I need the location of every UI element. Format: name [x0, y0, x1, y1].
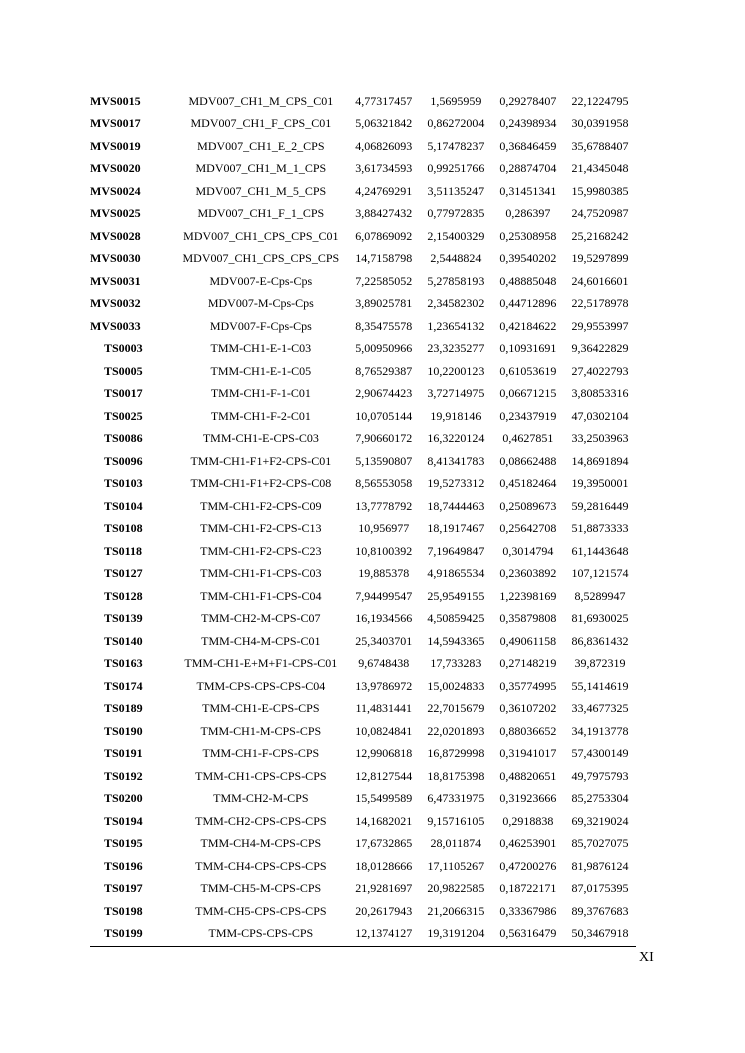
table-row: [90, 405, 636, 428]
sample-name-cell: TMM-CH2-M-CPS: [213, 791, 309, 806]
sample-id-cell: TS0005: [104, 363, 143, 378]
value-cell-4: 30,0391958: [571, 116, 629, 131]
value-cell-2: 16,3220124: [427, 431, 485, 446]
value-cell-4: 15,9980385: [571, 183, 629, 198]
sample-name-cell: TMM-CH2-M-CPS-C07: [201, 611, 321, 626]
value-cell-3: 0,27148219: [499, 656, 557, 671]
value-cell-4: 34,1913778: [571, 723, 629, 738]
value-cell-1: 3,88427432: [355, 206, 413, 221]
value-cell-4: 81,9876124: [571, 858, 629, 873]
sample-id-cell: TS0103: [104, 476, 143, 491]
value-cell-4: 35,6788407: [571, 138, 629, 153]
value-cell-2: 0,77972835: [427, 206, 485, 221]
table-row: [90, 270, 636, 293]
value-cell-3: 0,48885048: [499, 273, 557, 288]
value-cell-3: 0,33367986: [499, 903, 557, 918]
value-cell-2: 18,1917467: [427, 521, 485, 536]
value-cell-1: 21,9281697: [355, 881, 413, 896]
value-cell-3: 0,46253901: [499, 836, 557, 851]
table-row: [90, 855, 636, 878]
sample-id-cell: MVS0020: [90, 161, 141, 176]
value-cell-4: 59,2816449: [571, 498, 629, 513]
value-cell-3: 0,29278407: [499, 93, 557, 108]
value-cell-2: 18,8175398: [427, 768, 485, 783]
value-cell-3: 0,4627851: [502, 431, 554, 446]
value-cell-3: 0,24398934: [499, 116, 557, 131]
value-cell-1: 7,90660172: [355, 431, 413, 446]
value-cell-2: 23,3235277: [427, 341, 485, 356]
value-cell-2: 10,2200123: [427, 363, 485, 378]
sample-name-cell: MDV007-M-Cps-Cps: [207, 296, 314, 311]
value-cell-3: 0,35774995: [499, 678, 557, 693]
sample-name-cell: TMM-CH1-CPS-CPS-CPS: [195, 768, 327, 783]
sample-id-cell: MVS0017: [90, 116, 141, 131]
sample-id-cell: TS0200: [104, 791, 143, 806]
value-cell-4: 33,4677325: [571, 701, 629, 716]
table-row: [90, 788, 636, 811]
value-cell-1: 13,9786972: [355, 678, 413, 693]
value-cell-3: 0,31923666: [499, 791, 557, 806]
sample-id-cell: TS0194: [104, 813, 143, 828]
sample-id-cell: TS0127: [104, 566, 143, 581]
sample-id-cell: MVS0015: [90, 93, 141, 108]
value-cell-3: 0,08662488: [499, 453, 557, 468]
sample-name-cell: TMM-CH1-F1-CPS-C03: [200, 566, 322, 581]
table-row: [90, 113, 636, 136]
table-row: [90, 878, 636, 901]
value-cell-2: 16,8729998: [427, 746, 485, 761]
value-cell-2: 4,50859425: [427, 611, 485, 626]
value-cell-4: 8,5289947: [574, 588, 626, 603]
sample-id-cell: TS0196: [104, 858, 143, 873]
table-row: [90, 428, 636, 451]
sample-name-cell: TMM-CH1-E-1-C05: [210, 363, 312, 378]
sample-id-cell: TS0199: [104, 926, 143, 941]
value-cell-2: 14,5943365: [427, 633, 485, 648]
value-cell-2: 5,17478237: [427, 138, 485, 153]
value-cell-1: 7,22585052: [355, 273, 413, 288]
sample-id-cell: TS0128: [104, 588, 143, 603]
value-cell-2: 20,9822585: [427, 881, 485, 896]
value-cell-1: 7,94499547: [355, 588, 413, 603]
sample-id-cell: TS0195: [104, 836, 143, 851]
value-cell-3: 0,45182464: [499, 476, 557, 491]
value-cell-1: 8,76529387: [355, 363, 413, 378]
sample-id-cell: MVS0019: [90, 138, 141, 153]
sample-id-cell: MVS0024: [90, 183, 141, 198]
value-cell-1: 3,61734593: [355, 161, 413, 176]
value-cell-2: 19,5273312: [427, 476, 485, 491]
page-number: XI: [639, 950, 654, 965]
value-cell-3: 0,25308958: [499, 228, 557, 243]
table-row: [90, 315, 636, 338]
value-cell-1: 8,35475578: [355, 318, 413, 333]
value-cell-3: 0,48820651: [499, 768, 557, 783]
table-row: [90, 833, 636, 856]
sample-name-cell: TMM-CH1-E-1-C03: [210, 341, 312, 356]
value-cell-1: 18,0128666: [355, 858, 413, 873]
sample-name-cell: TMM-CH4-M-CPS-C01: [201, 633, 321, 648]
table-row: [90, 653, 636, 676]
value-cell-4: 69,3219024: [571, 813, 629, 828]
sample-id-cell: MVS0031: [90, 273, 141, 288]
table-row: [90, 900, 636, 923]
value-cell-3: 0,25642708: [499, 521, 557, 536]
sample-name-cell: TMM-CH1-E-CPS-C03: [202, 431, 319, 446]
value-cell-3: 0,35879808: [499, 611, 557, 626]
value-cell-3: 0,18722171: [499, 881, 557, 896]
table-row: [90, 675, 636, 698]
value-cell-1: 12,9906818: [355, 746, 413, 761]
value-cell-2: 0,99251766: [427, 161, 485, 176]
sample-name-cell: TMM-CH5-CPS-CPS-CPS: [195, 903, 327, 918]
table-row: [90, 90, 636, 113]
value-cell-2: 3,51135247: [427, 183, 485, 198]
sample-name-cell: MDV007_CH1_M_1_CPS: [195, 161, 327, 176]
sample-name-cell: MDV007_CH1_CPS_CPS_C01: [183, 228, 339, 243]
value-cell-4: 22,1224795: [571, 93, 629, 108]
value-cell-4: 33,2503963: [571, 431, 629, 446]
value-cell-2: 0,86272004: [427, 116, 485, 131]
value-cell-3: 0,39540202: [499, 251, 557, 266]
value-cell-2: 7,19649847: [427, 543, 485, 558]
table-bottom-rule: [90, 946, 636, 947]
value-cell-3: 0,88036652: [499, 723, 557, 738]
value-cell-4: 27,4022793: [571, 363, 629, 378]
sample-name-cell: TMM-CH4-CPS-CPS-CPS: [195, 858, 327, 873]
sample-name-cell: TMM-CH1-F-CPS-CPS: [202, 746, 320, 761]
value-cell-4: 3,80853316: [571, 386, 629, 401]
value-cell-4: 21,4345048: [571, 161, 629, 176]
sample-name-cell: TMM-CH1-E-CPS-CPS: [202, 701, 320, 716]
value-cell-3: 0,28874704: [499, 161, 557, 176]
value-cell-2: 1,23654132: [427, 318, 485, 333]
table-row: [90, 698, 636, 721]
value-cell-4: 86,8361432: [571, 633, 629, 648]
sample-name-cell: MDV007_CH1_M_CPS_C01: [188, 93, 334, 108]
value-cell-3: 0,31941017: [499, 746, 557, 761]
table-row: [90, 495, 636, 518]
value-cell-2: 17,1105267: [427, 858, 485, 873]
value-cell-1: 6,07869092: [355, 228, 413, 243]
sample-name-cell: MDV007-E-Cps-Cps: [209, 273, 313, 288]
sample-name-cell: MDV007_CH1_CPS_CPS_CPS: [182, 251, 340, 266]
value-cell-2: 15,0024833: [427, 678, 485, 693]
table-row: [90, 450, 636, 473]
table-body: [90, 90, 636, 945]
sample-id-cell: MVS0030: [90, 251, 141, 266]
value-cell-2: 19,3191204: [427, 926, 485, 941]
value-cell-1: 10,956977: [358, 521, 410, 536]
value-cell-4: 24,7520987: [571, 206, 629, 221]
value-cell-4: 19,5297899: [571, 251, 629, 266]
value-cell-4: 57,4300149: [571, 746, 629, 761]
value-cell-1: 20,2617943: [355, 903, 413, 918]
sample-id-cell: TS0190: [104, 723, 143, 738]
value-cell-4: 61,1443648: [571, 543, 629, 558]
sample-name-cell: TMM-CH1-F1+F2-CPS-C08: [190, 476, 332, 491]
sample-id-cell: MVS0025: [90, 206, 141, 221]
table-row: [90, 383, 636, 406]
sample-id-cell: TS0025: [104, 408, 143, 423]
value-cell-2: 2,34582302: [427, 296, 485, 311]
value-cell-4: 51,8873333: [571, 521, 629, 536]
value-cell-1: 10,8100392: [355, 543, 413, 558]
sample-id-cell: TS0163: [104, 656, 143, 671]
sample-id-cell: TS0197: [104, 881, 143, 896]
value-cell-2: 2,5448824: [430, 251, 482, 266]
value-cell-1: 14,7158798: [355, 251, 413, 266]
value-cell-1: 11,4831441: [355, 701, 413, 716]
value-cell-4: 107,121574: [571, 566, 629, 581]
sample-name-cell: MDV007_CH1_F_CPS_C01: [190, 116, 332, 131]
value-cell-2: 22,0201893: [427, 723, 485, 738]
table-row: [90, 158, 636, 181]
value-cell-1: 12,8127544: [355, 768, 413, 783]
value-cell-1: 4,24769291: [355, 183, 413, 198]
sample-id-cell: TS0139: [104, 611, 143, 626]
value-cell-3: 0,61053619: [499, 363, 557, 378]
value-cell-4: 19,3950001: [571, 476, 629, 491]
value-cell-1: 4,77317457: [355, 93, 413, 108]
table-row: [90, 203, 636, 226]
value-cell-4: 89,3767683: [571, 903, 629, 918]
value-cell-4: 29,9553997: [571, 318, 629, 333]
value-cell-3: 0,56316479: [499, 926, 557, 941]
value-cell-2: 5,27858193: [427, 273, 485, 288]
value-cell-1: 10,0705144: [355, 408, 413, 423]
table-row: [90, 180, 636, 203]
table-row: [90, 225, 636, 248]
value-cell-2: 19,918146: [430, 408, 482, 423]
table-row: [90, 338, 636, 361]
value-cell-2: 18,7444463: [427, 498, 485, 513]
sample-id-cell: TS0191: [104, 746, 143, 761]
sample-data-table: [90, 90, 636, 945]
sample-id-cell: TS0140: [104, 633, 143, 648]
sample-id-cell: MVS0028: [90, 228, 141, 243]
sample-id-cell: TS0096: [104, 453, 143, 468]
value-cell-3: 0,42184622: [499, 318, 557, 333]
sample-id-cell: TS0108: [104, 521, 143, 536]
value-cell-2: 17,733283: [430, 656, 482, 671]
value-cell-3: 0,36846459: [499, 138, 557, 153]
sample-name-cell: TMM-CH1-F-2-C01: [210, 408, 311, 423]
value-cell-4: 85,7027075: [571, 836, 629, 851]
table-row: [90, 810, 636, 833]
value-cell-4: 39,872319: [574, 656, 626, 671]
value-cell-1: 17,6732865: [355, 836, 413, 851]
sample-name-cell: TMM-CH1-E+M+F1-CPS-C01: [184, 656, 338, 671]
table-row: [90, 765, 636, 788]
value-cell-1: 5,00950966: [355, 341, 413, 356]
sample-name-cell: TMM-CH1-F2-CPS-C23: [200, 543, 322, 558]
value-cell-1: 8,56553058: [355, 476, 413, 491]
value-cell-1: 5,06321842: [355, 116, 413, 131]
value-cell-2: 28,011874: [430, 836, 482, 851]
table-row: [90, 585, 636, 608]
value-cell-4: 47,0302104: [571, 408, 629, 423]
sample-id-cell: TS0192: [104, 768, 143, 783]
value-cell-1: 25,3403701: [355, 633, 413, 648]
value-cell-2: 25,9549155: [427, 588, 485, 603]
sample-name-cell: MDV007_CH1_M_5_CPS: [195, 183, 327, 198]
value-cell-2: 4,91865534: [427, 566, 485, 581]
value-cell-2: 8,41341783: [427, 453, 485, 468]
sample-name-cell: TMM-CPS-CPS-CPS-C04: [196, 678, 326, 693]
value-cell-1: 4,06826093: [355, 138, 413, 153]
sample-name-cell: TMM-CH5-M-CPS-CPS: [200, 881, 322, 896]
value-cell-2: 21,2066315: [427, 903, 485, 918]
value-cell-2: 6,47331975: [427, 791, 485, 806]
value-cell-3: 0,2918838: [502, 813, 554, 828]
value-cell-4: 50,3467918: [571, 926, 629, 941]
sample-name-cell: TMM-CH4-M-CPS-CPS: [200, 836, 322, 851]
value-cell-4: 22,5178978: [571, 296, 629, 311]
sample-id-cell: TS0198: [104, 903, 143, 918]
sample-name-cell: TMM-CH1-F1+F2-CPS-C01: [190, 453, 332, 468]
table-row: [90, 518, 636, 541]
table-row: [90, 563, 636, 586]
value-cell-2: 3,72714975: [427, 386, 485, 401]
value-cell-3: 0,286397: [505, 206, 551, 221]
sample-name-cell: TMM-CH1-F1-CPS-C04: [200, 588, 322, 603]
sample-id-cell: MVS0032: [90, 296, 141, 311]
value-cell-3: 0,10931691: [499, 341, 557, 356]
sample-id-cell: MVS0033: [90, 318, 141, 333]
value-cell-4: 49,7975793: [571, 768, 629, 783]
sample-id-cell: TS0003: [104, 341, 143, 356]
table-row: [90, 473, 636, 496]
value-cell-2: 2,15400329: [427, 228, 485, 243]
sample-name-cell: TMM-CH2-CPS-CPS-CPS: [195, 813, 327, 828]
table-row: [90, 923, 636, 946]
sample-id-cell: TS0118: [104, 543, 143, 558]
value-cell-3: 0,36107202: [499, 701, 557, 716]
value-cell-1: 10,0824841: [355, 723, 413, 738]
table-row: [90, 293, 636, 316]
table-row: [90, 360, 636, 383]
value-cell-3: 0,31451341: [499, 183, 557, 198]
table-row: [90, 608, 636, 631]
sample-name-cell: MDV007_CH1_F_1_CPS: [197, 206, 325, 221]
value-cell-3: 0,23437919: [499, 408, 557, 423]
value-cell-2: 22,7015679: [427, 701, 485, 716]
value-cell-2: 9,15716105: [427, 813, 485, 828]
value-cell-3: 1,22398169: [499, 588, 557, 603]
value-cell-1: 15,5499589: [355, 791, 413, 806]
value-cell-4: 85,2753304: [571, 791, 629, 806]
sample-name-cell: TMM-CPS-CPS-CPS: [208, 926, 314, 941]
value-cell-1: 13,7778792: [355, 498, 413, 513]
value-cell-3: 0,3014794: [502, 543, 554, 558]
sample-name-cell: TMM-CH1-F2-CPS-C13: [200, 521, 322, 536]
sample-name-cell: TMM-CH1-M-CPS-CPS: [200, 723, 322, 738]
value-cell-4: 87,0175395: [571, 881, 629, 896]
value-cell-1: 9,6748438: [358, 656, 410, 671]
value-cell-4: 14,8691894: [571, 453, 629, 468]
table-row: [90, 630, 636, 653]
value-cell-3: 0,47200276: [499, 858, 557, 873]
sample-id-cell: TS0017: [104, 386, 143, 401]
value-cell-1: 16,1934566: [355, 611, 413, 626]
value-cell-3: 0,23603892: [499, 566, 557, 581]
value-cell-4: 55,1414619: [571, 678, 629, 693]
table-row: [90, 135, 636, 158]
value-cell-1: 19,885378: [358, 566, 410, 581]
value-cell-3: 0,25089673: [499, 498, 557, 513]
value-cell-4: 25,2168242: [571, 228, 629, 243]
sample-id-cell: TS0086: [104, 431, 143, 446]
value-cell-1: 12,1374127: [355, 926, 413, 941]
sample-name-cell: TMM-CH1-F-1-C01: [210, 386, 311, 401]
sample-name-cell: TMM-CH1-F2-CPS-C09: [200, 498, 322, 513]
sample-id-cell: TS0104: [104, 498, 143, 513]
sample-id-cell: TS0189: [104, 701, 143, 716]
sample-name-cell: MDV007-F-Cps-Cps: [209, 318, 312, 333]
value-cell-4: 81,6930025: [571, 611, 629, 626]
table-row: [90, 720, 636, 743]
value-cell-4: 24,6016601: [571, 273, 629, 288]
value-cell-1: 2,90674423: [355, 386, 413, 401]
sample-name-cell: MDV007_CH1_E_2_CPS: [197, 138, 325, 153]
table-row: [90, 248, 636, 271]
value-cell-3: 0,49061158: [499, 633, 557, 648]
value-cell-1: 5,13590807: [355, 453, 413, 468]
value-cell-4: 9,36422829: [571, 341, 629, 356]
value-cell-1: 14,1682021: [355, 813, 413, 828]
value-cell-3: 0,06671215: [499, 386, 557, 401]
table-row: [90, 540, 636, 563]
sample-id-cell: TS0174: [104, 678, 143, 693]
value-cell-2: 1,5695959: [430, 93, 482, 108]
value-cell-1: 3,89025781: [355, 296, 413, 311]
value-cell-3: 0,44712896: [499, 296, 557, 311]
table-row: [90, 743, 636, 766]
